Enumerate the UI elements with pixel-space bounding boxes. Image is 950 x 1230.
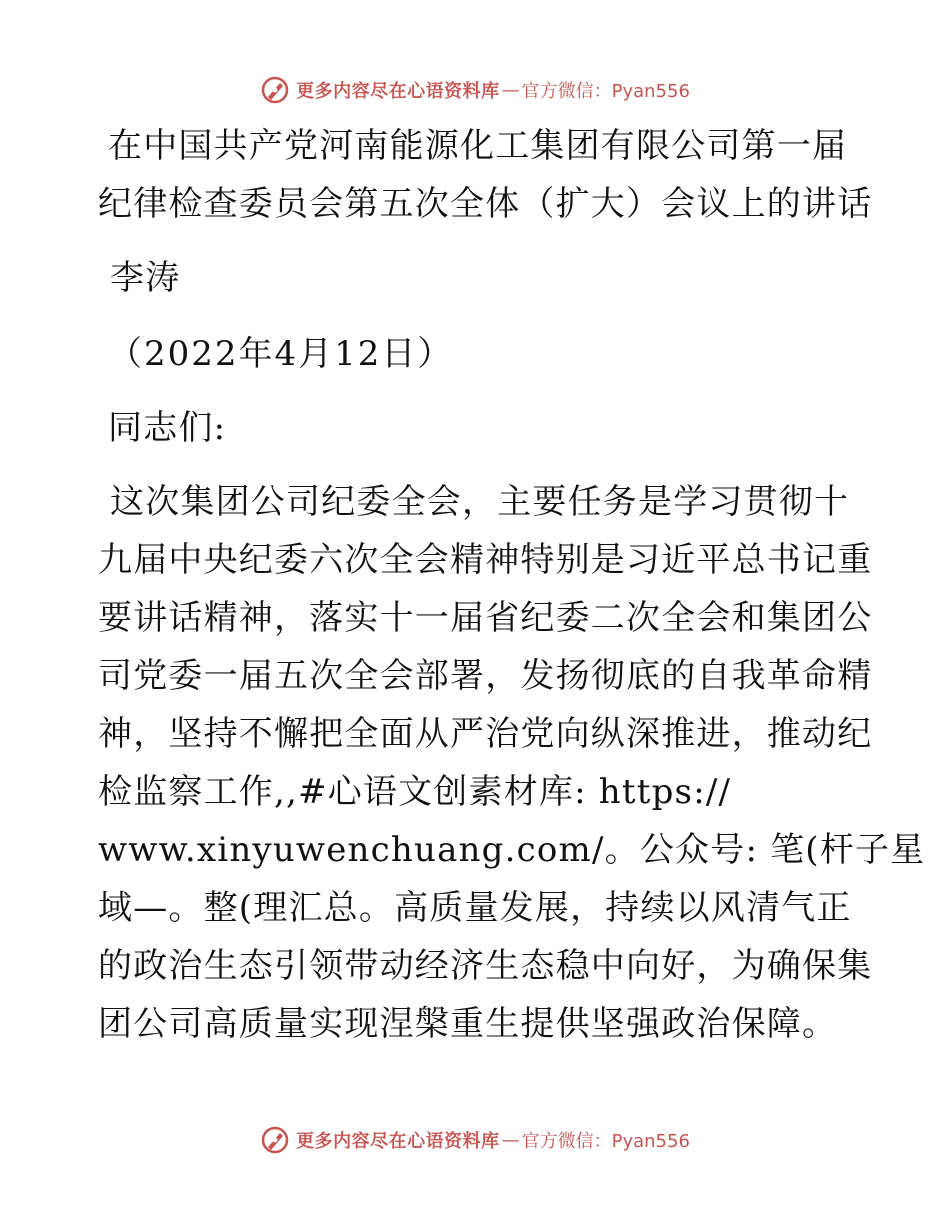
document-title-line-1: 在中国共产党河南能源化工集团有限公司第一届 — [108, 126, 848, 166]
author-name: 李涛 — [110, 258, 181, 298]
banner-site-name: 更多内容尽在心语资料库 — [296, 1131, 500, 1152]
body-text-line: 神，坚持不懈把全面从严治党向纵深推进，推动纪 — [98, 714, 873, 754]
speech-date: （2022年4月12日） — [108, 334, 454, 374]
document-title-line-2: 纪律检查委员会第五次全体（扩大）会议上的讲话 — [98, 184, 873, 224]
pen-logo-icon — [260, 75, 290, 105]
body-text-line: 这次集团公司纪委全会，主要任务是学习贯彻十 — [110, 482, 850, 522]
body-text-line: 要讲话精神，落实十一届省纪委二次全会和集团公 — [98, 598, 873, 638]
body-text-line: 司党委一届五次全会部署，发扬彻底的自我革命精 — [98, 656, 873, 696]
body-text-line: 域—。整(理汇总。高质量发展，持续以风清气正 — [98, 888, 852, 928]
banner-separator: — — [501, 79, 520, 101]
body-text-line: 的政治生态引领带动经济生态稳中向好，为确保集 — [98, 946, 873, 986]
banner-separator: — — [501, 1129, 520, 1151]
header-watermark-banner — [0, 70, 950, 110]
body-text-line: 九届中央纪委六次全会精神特别是习近平总书记重 — [98, 540, 873, 580]
banner-site-name: 更多内容尽在心语资料库 — [296, 81, 500, 102]
body-text-line: 检监察工作,,#心语文创素材库: https:// — [98, 772, 732, 812]
footer-watermark-banner — [0, 1120, 950, 1160]
greeting: 同志们: — [108, 408, 227, 448]
banner-wechat-id: 官方微信：Pyan556 — [521, 1131, 690, 1152]
body-text-line: 团公司高质量实现涅槃重生提供坚强政治保障。 — [98, 1004, 838, 1044]
pen-logo-icon — [260, 1125, 290, 1155]
body-text-line: www.xinyuwenchuang.com/。公众号: 笔(杆子星 — [98, 830, 926, 870]
banner-wechat-id: 官方微信：Pyan556 — [521, 81, 690, 102]
